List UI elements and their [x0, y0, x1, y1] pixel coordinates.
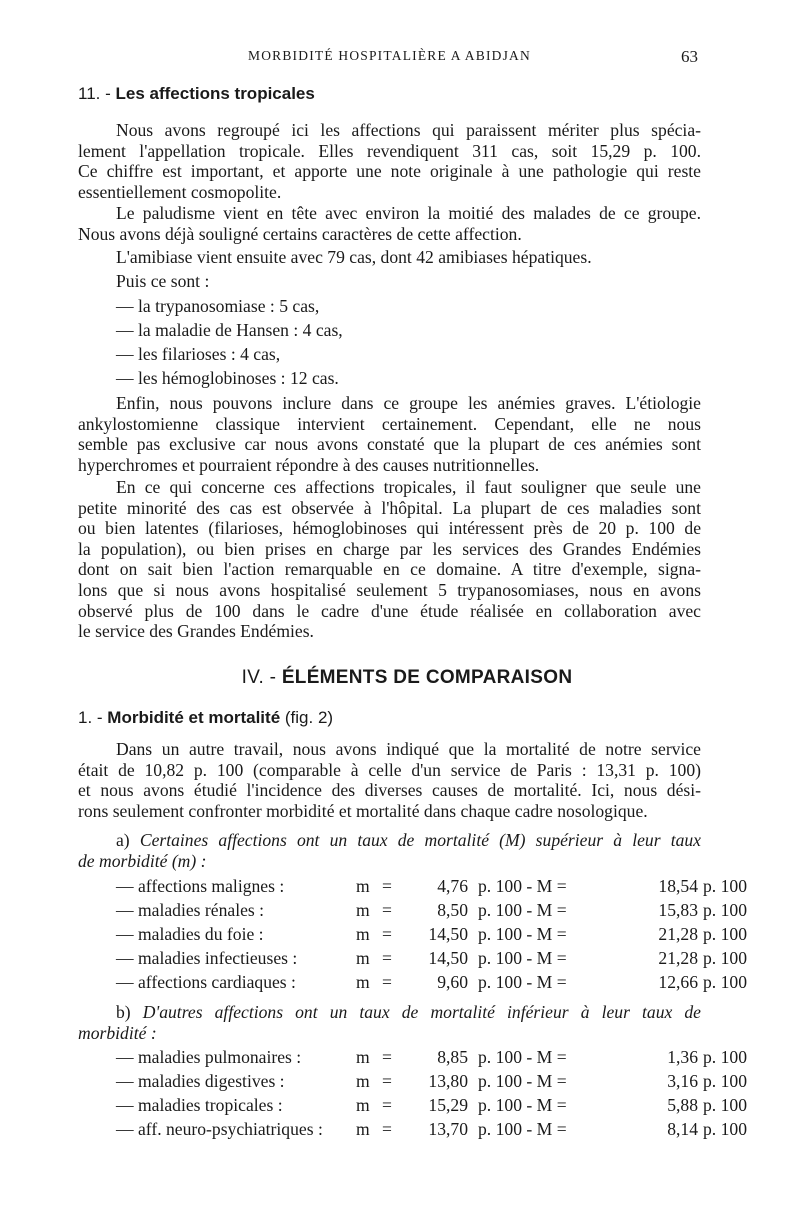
row-label: — maladies pulmonaires : [116, 1047, 302, 1067]
equals-sign: = [382, 900, 392, 920]
row-label: — affections cardiaques : [116, 972, 296, 992]
caption-line: de morbidité (m) : [78, 850, 207, 871]
mortality-symbol: - M [526, 972, 553, 992]
subsection-number: 11. - [78, 84, 111, 103]
rate-unit: p. 100 [478, 1071, 522, 1091]
morbidity-value: 14,50 [428, 948, 468, 968]
equals-sign: = [382, 1047, 392, 1067]
rate-unit-and-mortality-label [478, 924, 567, 945]
group-a-caption [78, 830, 701, 871]
paragraph [78, 477, 701, 642]
table-row [116, 1071, 747, 1093]
rate-unit: p. 100 [478, 1095, 522, 1115]
text-line: En ce qui concerne ces affections tropicales, il faut souligner que seule une [116, 477, 701, 497]
mortality-value: 5,88 [667, 1095, 698, 1115]
running-header: MORBIDITÉ HOSPITALIÈRE A ABIDJAN [248, 48, 531, 63]
row-label: — maladies tropicales : [116, 1095, 283, 1115]
equals-sign: = [556, 924, 567, 944]
rate-unit: p. 100 [478, 972, 522, 992]
row-label: — maladies rénales : [116, 900, 265, 920]
caption-line [78, 1002, 701, 1023]
list-item: — les hémoglobinoses : 12 cas. [116, 368, 339, 388]
text-line: lement l'appellation tropicale. Elles revendiquent 311 cas, soit 15,29 p. 100. [78, 140, 701, 161]
rate-unit: p. 100 [478, 1047, 522, 1067]
text-line: dont on sait bien l'action remarquable en ce domaine. A titre d'exemple, signa- [78, 559, 701, 580]
section-title: ÉLÉMENTS DE COMPARAISON [281, 667, 573, 688]
subsection-number: 1. - [78, 708, 103, 727]
text-line: petite minorité des cas est observée à l'hôpital. La plupart de ces maladies sont [78, 497, 701, 518]
equals-sign: = [556, 972, 567, 992]
table-row [116, 876, 747, 898]
text-line: ankylostomienne classique intervient certainement. Cependant, elle ne nous [78, 413, 701, 434]
row-label: — aff. neuro-psychiatriques : [116, 1119, 323, 1139]
mortality-symbol: - M [526, 1119, 553, 1139]
text-line: Nous avons regroupé ici les affections qui paraissent mériter plus spécia- [116, 120, 701, 140]
equals-sign: = [556, 1119, 567, 1139]
text-line: ou bien latentes (filarioses, hémoglobinoses qui intéressent près de 20 p. 100 de [78, 518, 701, 539]
table-row [116, 924, 747, 946]
paragraph [78, 203, 701, 244]
text-line: Enfin, nous pouvons inclure dans ce groupe les anémies graves. L'étiologie [116, 393, 701, 413]
mortality-symbol: - M [526, 1071, 553, 1091]
mortality-value: 21,28 [658, 924, 698, 944]
rate-unit: p. 100 [478, 1119, 522, 1139]
text-line: rons seulement confronter morbidité et mortalité dans chaque cadre nosologique. [78, 800, 648, 821]
morbidity-value: 8,50 [437, 900, 468, 920]
paragraph [78, 247, 701, 268]
rate-unit-and-mortality-label [478, 948, 567, 969]
group-marker: b) [116, 1002, 131, 1022]
m-symbol: m [356, 924, 370, 944]
caption-text: Certaines affections ont un taux de mortalité (M) supérieur à leur taux [139, 830, 701, 850]
text-line: lons que si nous avons hospitalisé seulement 5 trypanosomiases, nous en avons [78, 579, 701, 600]
rate-unit-and-mortality-label [478, 1071, 567, 1092]
rate-unit: p. 100 [703, 1071, 747, 1091]
equals-sign: = [382, 948, 392, 968]
text-line: était de 10,82 p. 100 (comparable à celle d'un service de Paris : 13,31 p. 100) [78, 759, 701, 780]
rate-unit: p. 100 [703, 948, 747, 968]
text-line: et nous avons étudié l'incidence des diverses causes de mortalité. Ici, nous dési- [78, 780, 701, 801]
m-symbol: m [356, 1119, 370, 1139]
equals-sign: = [556, 900, 567, 920]
mortality-symbol: - M [526, 876, 553, 896]
rate-unit-and-mortality-label [478, 1095, 567, 1116]
morbidity-value: 14,50 [428, 924, 468, 944]
section-number: IV. - [241, 667, 277, 688]
text-line: hyperchromes et pourraient répondre à des causes nutritionnelles. [78, 454, 540, 475]
list-item: — la trypanosomiase : 5 cas, [116, 296, 320, 316]
m-symbol: m [356, 900, 370, 920]
text-line: semble pas exclusive car nous avons constaté que la plupart de ces anémies sont [78, 434, 701, 455]
rate-unit: p. 100 [478, 924, 522, 944]
morbidity-value: 15,29 [428, 1095, 468, 1115]
m-symbol: m [356, 1047, 370, 1067]
list-item: — les filarioses : 4 cas, [116, 344, 281, 364]
caption-line [78, 830, 701, 851]
m-symbol: m [356, 972, 370, 992]
morbidity-value: 4,76 [437, 876, 468, 896]
row-label: — maladies digestives : [116, 1071, 285, 1091]
equals-sign: = [382, 1119, 392, 1139]
equals-sign: = [382, 972, 392, 992]
text-line: la population), ou bien prises en charge par les services des Grandes Endémies [78, 538, 701, 559]
caption-line: morbidité : [78, 1022, 157, 1043]
mortality-value: 3,16 [667, 1071, 698, 1091]
rate-unit-and-mortality-label [478, 1119, 567, 1140]
equals-sign: = [382, 924, 392, 944]
mortality-value: 15,83 [658, 900, 698, 920]
rate-unit: p. 100 [478, 876, 522, 896]
text-line: le service des Grandes Endémies. [78, 621, 314, 642]
text-line: Nous avons déjà souligné certains caractères de cette affection. [78, 223, 522, 244]
m-symbol: m [356, 1071, 370, 1091]
group-marker: a) [116, 830, 130, 850]
group-b-caption [78, 1002, 701, 1043]
rate-unit: p. 100 [478, 900, 522, 920]
row-label: — affections malignes : [116, 876, 285, 896]
mortality-symbol: - M [526, 900, 553, 920]
rate-unit-and-mortality-label [478, 972, 567, 993]
page-number: 63 [681, 47, 698, 66]
mortality-value: 12,66 [658, 972, 698, 992]
rate-unit-and-mortality-label [478, 900, 567, 921]
text-line: observé plus de 100 dans le cadre d'une étude réalisée en collaboration avec [78, 600, 701, 621]
text-line: Dans un autre travail, nous avons indiqué que la mortalité de notre service [116, 739, 701, 759]
row-label: — maladies du foie : [116, 924, 264, 944]
section-heading-comparison [0, 667, 800, 689]
morbidity-value: 8,85 [437, 1047, 468, 1067]
row-label: — maladies infectieuses : [116, 948, 298, 968]
m-symbol: m [356, 876, 370, 896]
text-line: essentiellement cosmopolite. [78, 181, 282, 202]
paragraph [78, 271, 701, 292]
mortality-value: 21,28 [658, 948, 698, 968]
rate-unit-and-mortality-label [478, 1047, 567, 1068]
table-row [116, 1047, 747, 1069]
equals-sign: = [382, 876, 392, 896]
subsection-title: Morbidité et mortalité [107, 708, 281, 727]
rate-unit: p. 100 [703, 972, 747, 992]
table-row [116, 948, 747, 970]
mortality-value: 1,36 [667, 1047, 698, 1067]
text-line: Ce chiffre est important, et apporte une note originale à une pathologie qui reste [78, 161, 701, 182]
morbidity-value: 9,60 [437, 972, 468, 992]
mortality-value: 8,14 [667, 1119, 698, 1139]
m-symbol: m [356, 1095, 370, 1115]
mortality-symbol: - M [526, 1047, 553, 1067]
caption-text: D'autres affections ont un taux de mortalité inférieur à leur taux de [142, 1002, 701, 1022]
equals-sign: = [556, 948, 567, 968]
mortality-symbol: - M [526, 948, 553, 968]
paragraph [78, 739, 701, 821]
table-row [116, 1095, 747, 1117]
mortality-symbol: - M [526, 924, 553, 944]
equals-sign: = [382, 1095, 392, 1115]
mortality-value: 18,54 [658, 876, 698, 896]
table-row [116, 972, 747, 994]
equals-sign: = [556, 876, 567, 896]
list-item: — la maladie de Hansen : 4 cas, [116, 320, 343, 340]
subsection-title: Les affections tropicales [115, 84, 315, 103]
rate-unit: p. 100 [703, 1095, 747, 1115]
table-row [116, 900, 747, 922]
rate-unit: p. 100 [703, 900, 747, 920]
equals-sign: = [556, 1071, 567, 1091]
rate-unit-and-mortality-label [478, 876, 567, 897]
rate-unit: p. 100 [703, 924, 747, 944]
text-line: Le paludisme vient en tête avec environ la moitié des malades de ce groupe. [116, 203, 701, 223]
equals-sign: = [556, 1095, 567, 1115]
rate-unit: p. 100 [703, 1119, 747, 1139]
subsection-heading-tropical [78, 84, 315, 104]
subsection-heading-morbidity [78, 708, 333, 728]
paragraph [78, 120, 701, 202]
morbidity-value: 13,70 [428, 1119, 468, 1139]
equals-sign: = [556, 1047, 567, 1067]
mortality-symbol: - M [526, 1095, 553, 1115]
text-line: Puis ce sont : [116, 271, 210, 291]
rate-unit: p. 100 [703, 1047, 747, 1067]
equals-sign: = [382, 1071, 392, 1091]
table-row [116, 1119, 747, 1141]
rate-unit: p. 100 [703, 876, 747, 896]
rate-unit: p. 100 [478, 948, 522, 968]
text-line: L'amibiase vient ensuite avec 79 cas, dont 42 amibiases hépatiques. [116, 247, 592, 267]
figure-reference: (fig. 2) [284, 708, 334, 727]
m-symbol: m [356, 948, 370, 968]
paragraph [78, 393, 701, 475]
morbidity-value: 13,80 [428, 1071, 468, 1091]
